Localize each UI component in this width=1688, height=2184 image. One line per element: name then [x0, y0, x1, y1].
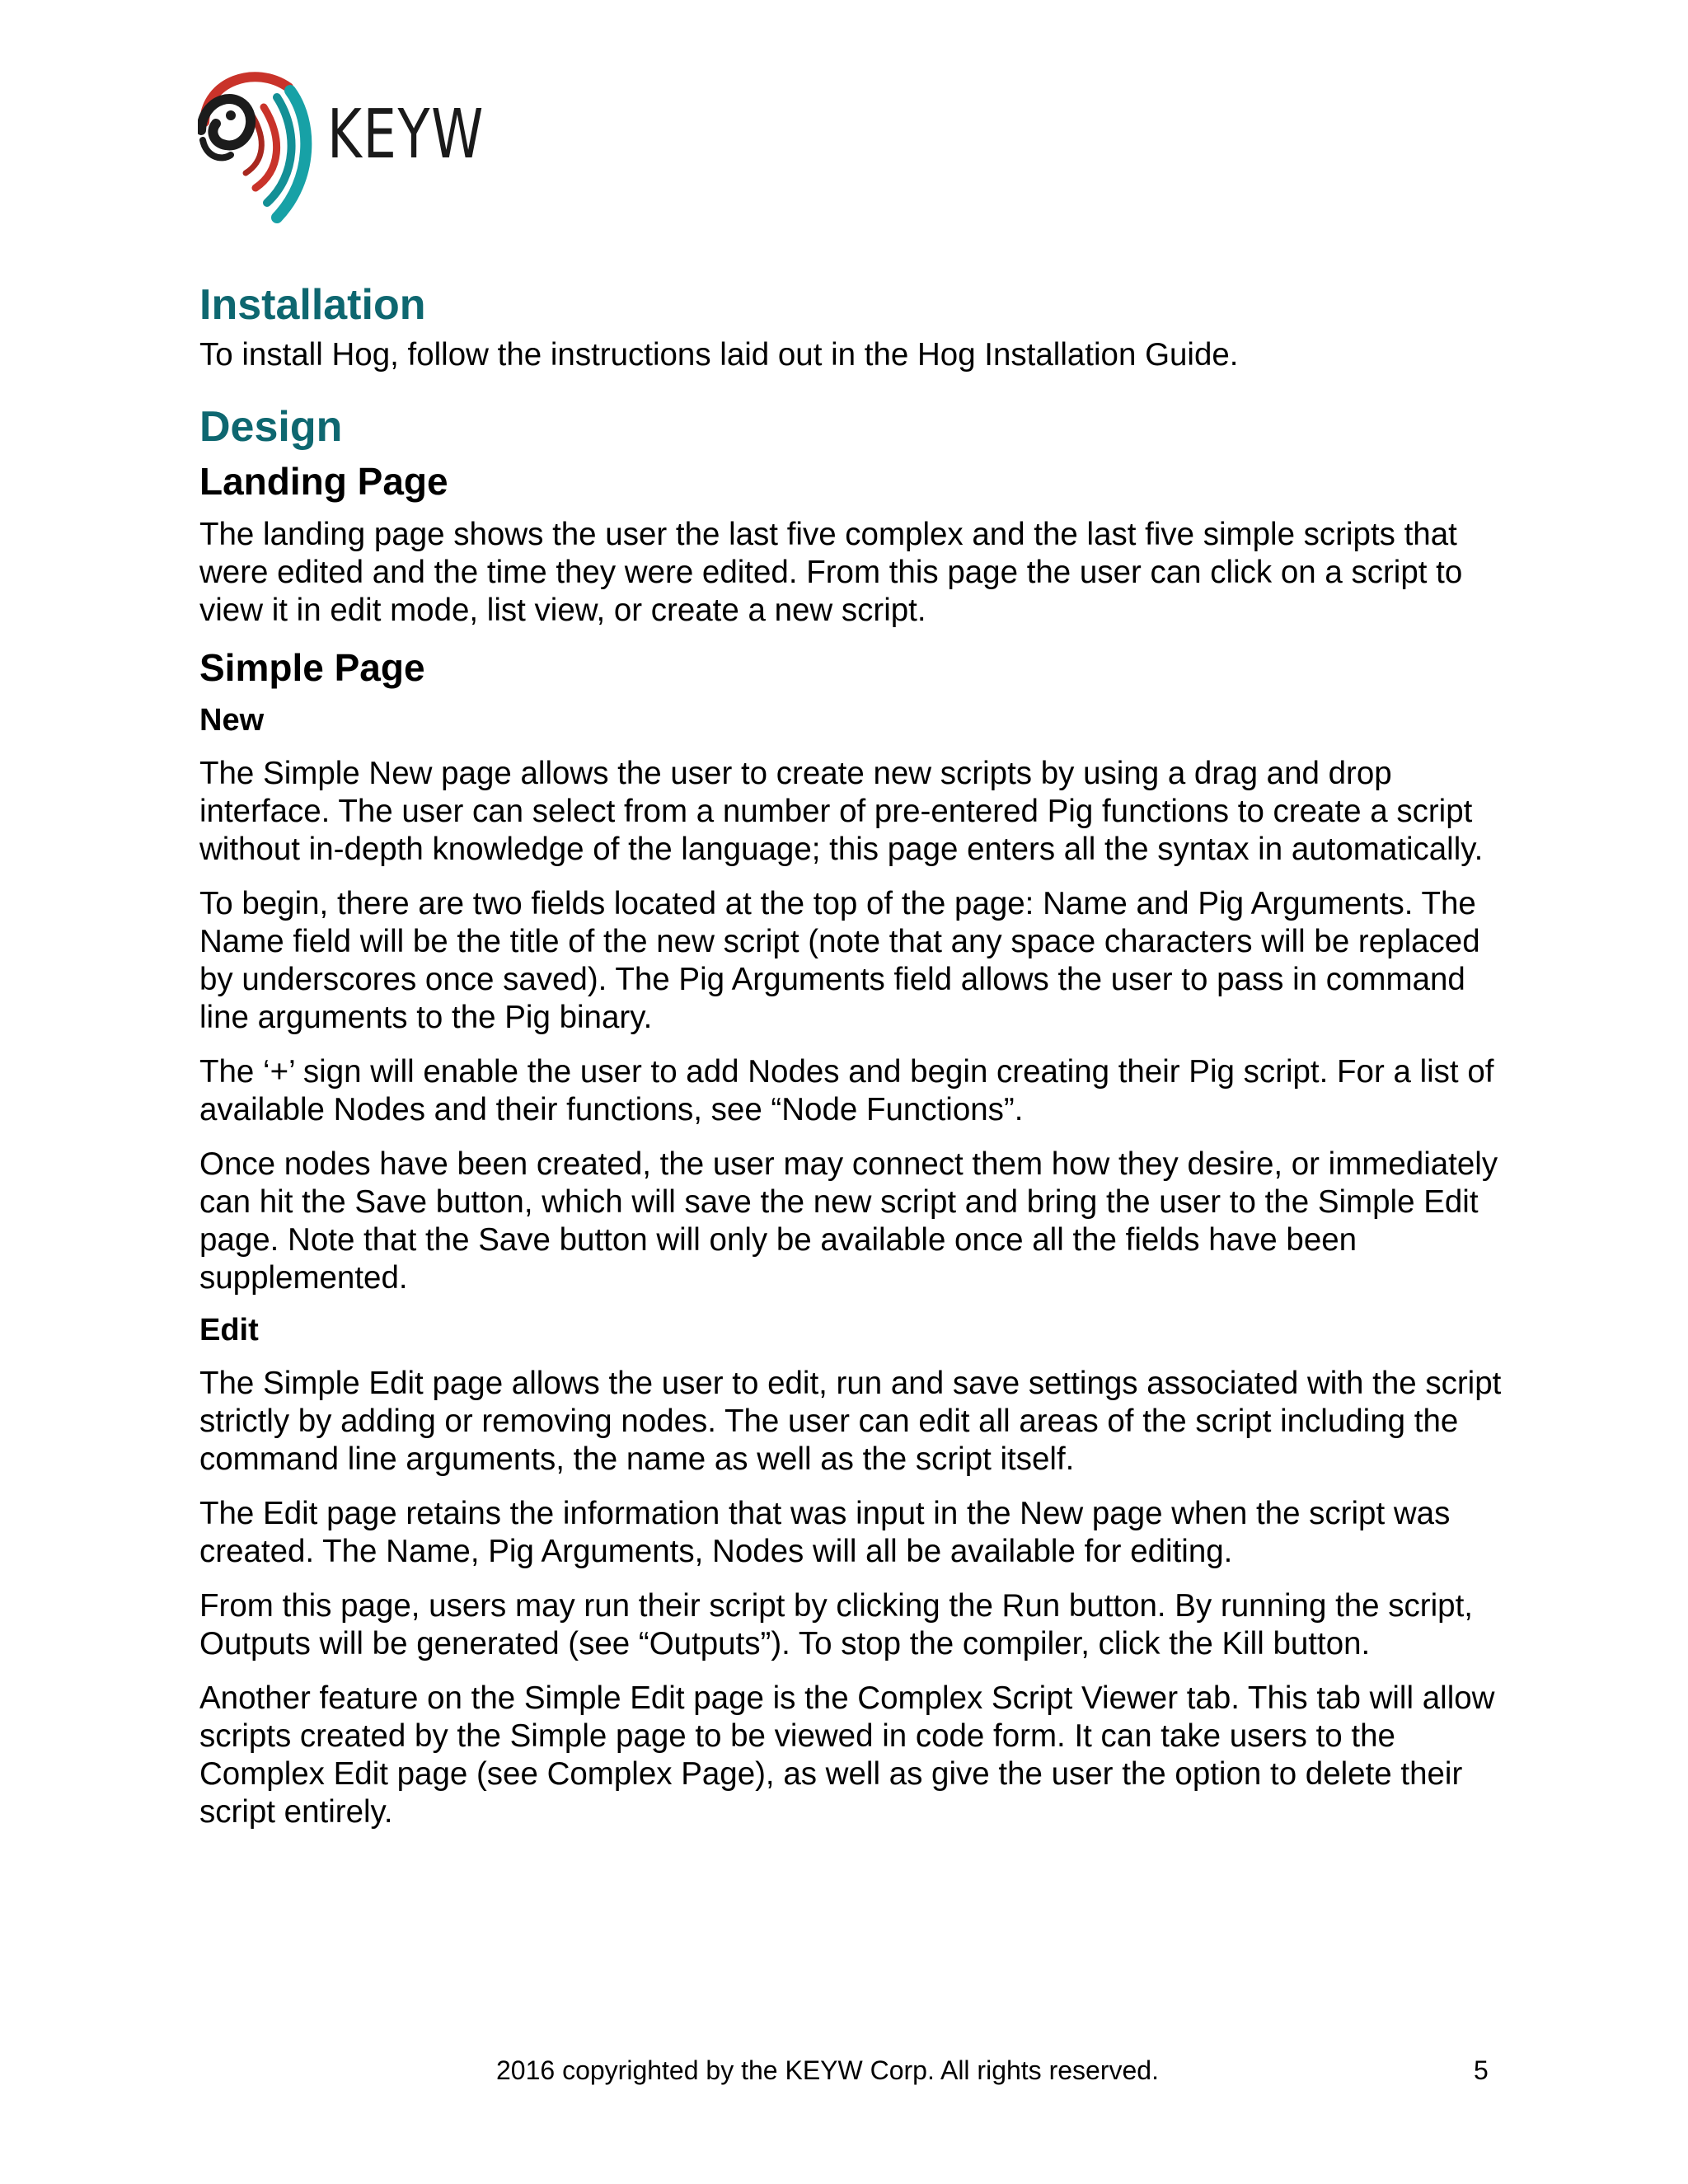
simple-page-heading: Simple Page: [199, 646, 425, 689]
new-paragraph-4: Once nodes have been created, the user may connect them how they desire, or immediately can hit the Save button, which will save the new script and bring the user to the Simple Edit page. Note that the Save button will only be available once all the fields have been supplemented.: [199, 1146, 1498, 1296]
edit-paragraph-3: From this page, users may run their script by clicking the Run button. By running the script, Outputs will be generated (see “Outputs”). To stop the compiler, click the Kill button.: [199, 1588, 1473, 1661]
installation-text: To install Hog, follow the instructions laid out in the Hog Installation Guide.: [199, 337, 1239, 373]
page-number: 5: [1474, 2055, 1489, 2085]
logo-wordmark: KEYW: [327, 96, 485, 174]
new-paragraph-3: The ‘+’ sign will enable the user to add Nodes and begin creating their Pig script. For a list of available Nodes and their functions, see “Node Functions”.: [199, 1054, 1494, 1127]
new-heading: New: [199, 703, 265, 738]
parrot-logo-icon: [198, 64, 321, 229]
company-logo: [198, 64, 485, 229]
new-paragraph-1: The Simple New page allows the user to create new scripts by using a drag and drop interface. The user can select from a number of pre-entered Pig functions to create a script without in-depth knowledge of the language; this page enters all the syntax in automatically.: [199, 756, 1484, 867]
installation-heading: Installation: [199, 281, 426, 329]
design-heading: Design: [199, 403, 343, 451]
edit-paragraph-2: The Edit page retains the information that was input in the New page when the script was created. The Name, Pig Arguments, Nodes will all be available for editing.: [199, 1496, 1451, 1569]
edit-paragraph-4: Another feature on the Simple Edit page is the Complex Script Viewer tab. This tab will allow scripts created by the Simple page to be viewed in code form. It can take users to the Complex Edit page (see Complex Page), as well as give the user the option to delete their script entirely.: [199, 1680, 1495, 1830]
page-content: [199, 279, 1502, 1831]
edit-paragraph-1: The Simple Edit page allows the user to edit, run and save settings associated with the script strictly by adding or removing nodes. The user can edit all areas of the script including the command line arguments, the name as well as the script itself.: [199, 1366, 1502, 1477]
copyright-notice: 2016 copyrighted by the KEYW Corp. All rights reserved.: [496, 2055, 1159, 2085]
landing-page-text: The landing page shows the user the last five complex and the last five simple scripts that were edited and the time they were edited. From this page the user can click on a script to view it in edit mode, list view, or create a new script.: [199, 517, 1463, 628]
new-paragraph-2: To begin, there are two fields located at the top of the page: Name and Pig Arguments. The Name field will be the title of the new script (note that any space characters will be replaced by underscores once saved). The Pig Arguments field allows the user to pass in command line arguments to the Pig binary.: [199, 886, 1480, 1035]
edit-heading: Edit: [199, 1313, 259, 1347]
landing-page-heading: Landing Page: [199, 460, 448, 503]
